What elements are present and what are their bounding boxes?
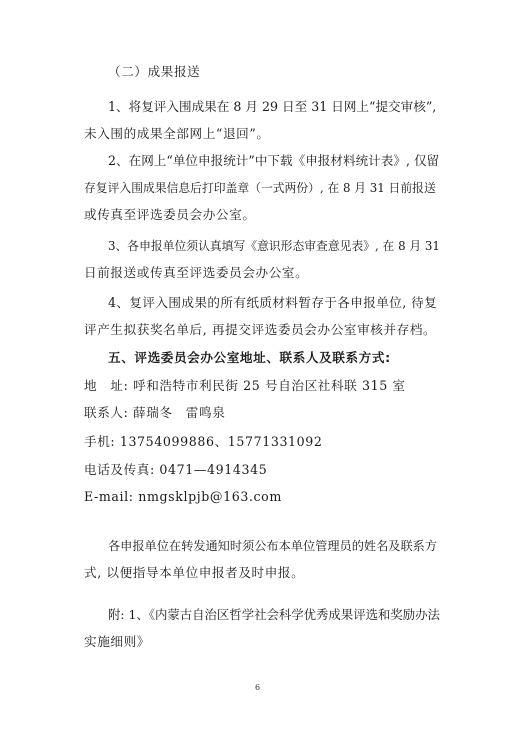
attachment-line1: 附: 1、《内蒙古自治区哲学社会科学优秀成果评选和奖励办法: [108, 607, 440, 622]
item1-line2: 未入围的成果全部网上“退回”。: [84, 126, 270, 141]
item2-line3: 或传真至评选委员会办公室。: [84, 207, 256, 222]
item3-line1: 3、各申报单位须认真填写《意识形态审查意见表》, 在 8 月 31: [108, 239, 440, 253]
section-heading-contact: 五、评选委员会办公室地址、联系人及联系方式:: [108, 350, 391, 365]
office-address: 地 址: 呼和浩特市利民街 25 号自治区社科联 315 室: [84, 378, 406, 393]
item3-line2: 日前报送或传真至评选委员会办公室。: [84, 265, 309, 280]
item4-line2: 评产生拟获奖名单后, 再提交评选委员会办公室审核并存档。: [84, 322, 437, 337]
contact-persons: 联系人: 薛瑞冬 雷鸣泉: [84, 405, 226, 420]
attachment-line2: 实施细则》: [84, 634, 150, 649]
item2-line1: 2、在网上“单位申报统计”中下载《申报材料统计表》, 仅留: [108, 153, 440, 168]
item2-line2: 存复评入围成果信息后打印盖章（一式两份）, 在 8 月 31 日前报送: [84, 181, 436, 195]
notice-line1: 各申报单位在转发通知时须公布本单位管理员的姓名及联系方: [108, 539, 438, 553]
email-address[interactable]: E-mail: nmgsklpjb@163.com: [84, 489, 282, 504]
page-number: 6: [255, 683, 261, 692]
phone-fax: 电话及传真: 0471—4914345: [84, 462, 268, 477]
mobile-numbers: 手机: 13754099886、15771331092: [84, 434, 323, 449]
notice-line2: 式, 以便指导本单位申报者及时申报。: [84, 565, 305, 580]
section-heading-results-submission: （二）成果报送: [108, 64, 201, 79]
item4-line1: 4、复评入围成果的所有纸质材料暂存于各申报单位, 待复: [108, 295, 438, 310]
item1-line1: 1、将复评入围成果在 8 月 29 日至 31 日网上“提交审核”,: [108, 99, 437, 114]
